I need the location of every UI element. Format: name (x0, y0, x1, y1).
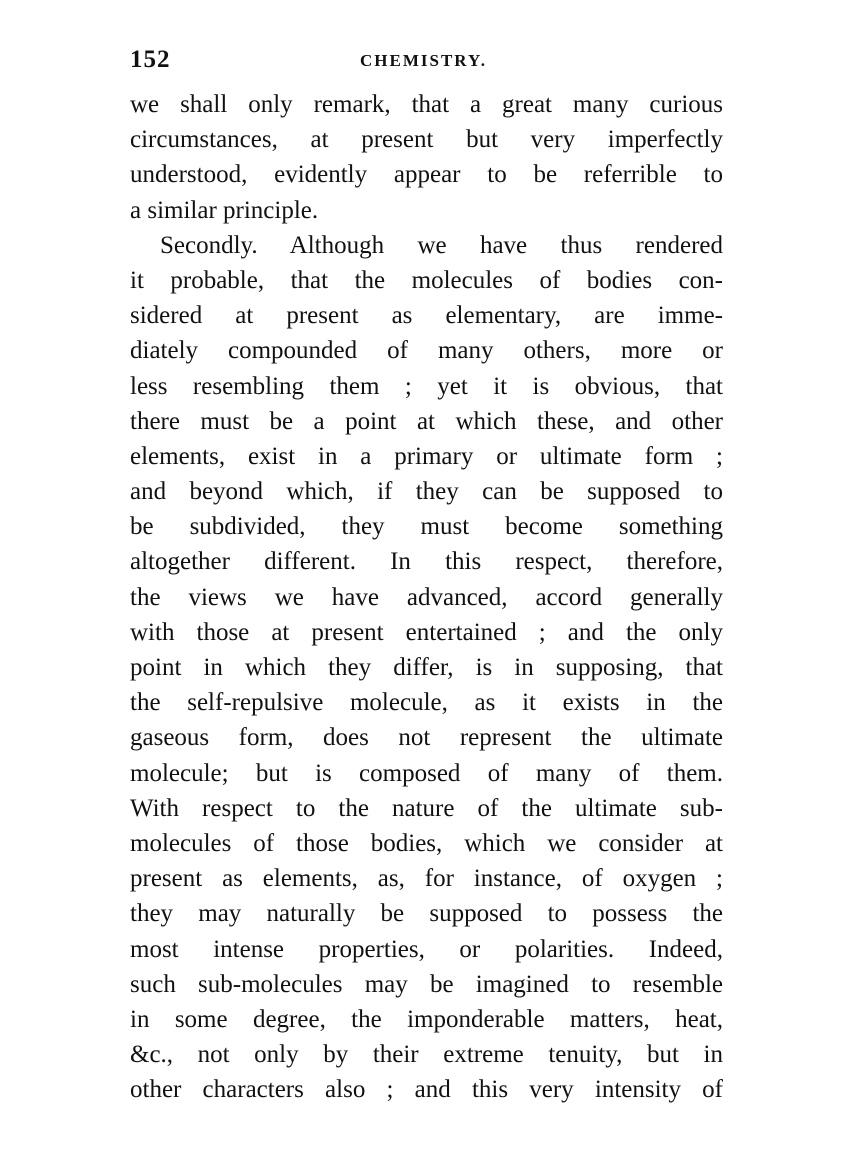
text-line: circumstances, at present but very imperfectly (130, 126, 723, 154)
text-line: be subdivided, they must become something (130, 513, 723, 541)
text-line: present as elements, as, for instance, of oxygen ; (130, 865, 723, 893)
text-line: elements, exist in a primary or ultimate form ; (130, 442, 723, 470)
text-line: &c., not only by their extreme tenuity, but in (130, 1041, 723, 1069)
text-line: other characters also ; and this very intensity of (130, 1076, 723, 1104)
text-line: With respect to the nature of the ultimate sub- (130, 794, 723, 822)
text-line: a similar principle. (130, 196, 319, 224)
text-line: less resembling them ; yet it is obvious, that (130, 372, 723, 400)
running-title: CHEMISTRY. (360, 51, 487, 70)
text-line: point in which they differ, is in supposing, that (130, 654, 723, 681)
text-line: gaseous form, does not represent the ultimate (130, 724, 723, 752)
text-line: it probable, that the molecules of bodies con- (130, 266, 723, 294)
text-line: the self-repulsive molecule, as it exists in the (130, 689, 723, 717)
text-line: most intense properties, or polarities. Indeed, (130, 935, 723, 963)
text-line: in some degree, the imponderable matters, heat, (130, 1005, 723, 1033)
text-line: sidered at present as elementary, are imme- (130, 302, 723, 330)
text-line: we shall only remark, that a great many curious (130, 91, 723, 118)
text-line: diately compounded of many others, more or (130, 337, 723, 365)
page-number: 152 (130, 46, 171, 73)
text-line: they may naturally be supposed to possess the (130, 900, 723, 928)
text-line: with those at present entertained ; and the only (130, 618, 723, 646)
text-line: understood, evidently appear to be referrible to (130, 161, 723, 189)
text-line: and beyond which, if they can be supposed to (130, 478, 723, 506)
text-line: such sub-molecules may be imagined to resemble (130, 970, 723, 998)
text-line: there must be a point at which these, and other (130, 407, 723, 435)
text-line: molecule; but is composed of many of them. (130, 759, 723, 787)
running-head (130, 46, 720, 76)
text-line: the views we have advanced, accord generally (130, 583, 723, 611)
body-text (130, 87, 723, 1107)
text-line: altogether different. In this respect, therefore, (130, 548, 723, 576)
text-line: Secondly. Although we have thus rendered (160, 231, 723, 259)
text-line: molecules of those bodies, which we consider at (130, 829, 723, 857)
